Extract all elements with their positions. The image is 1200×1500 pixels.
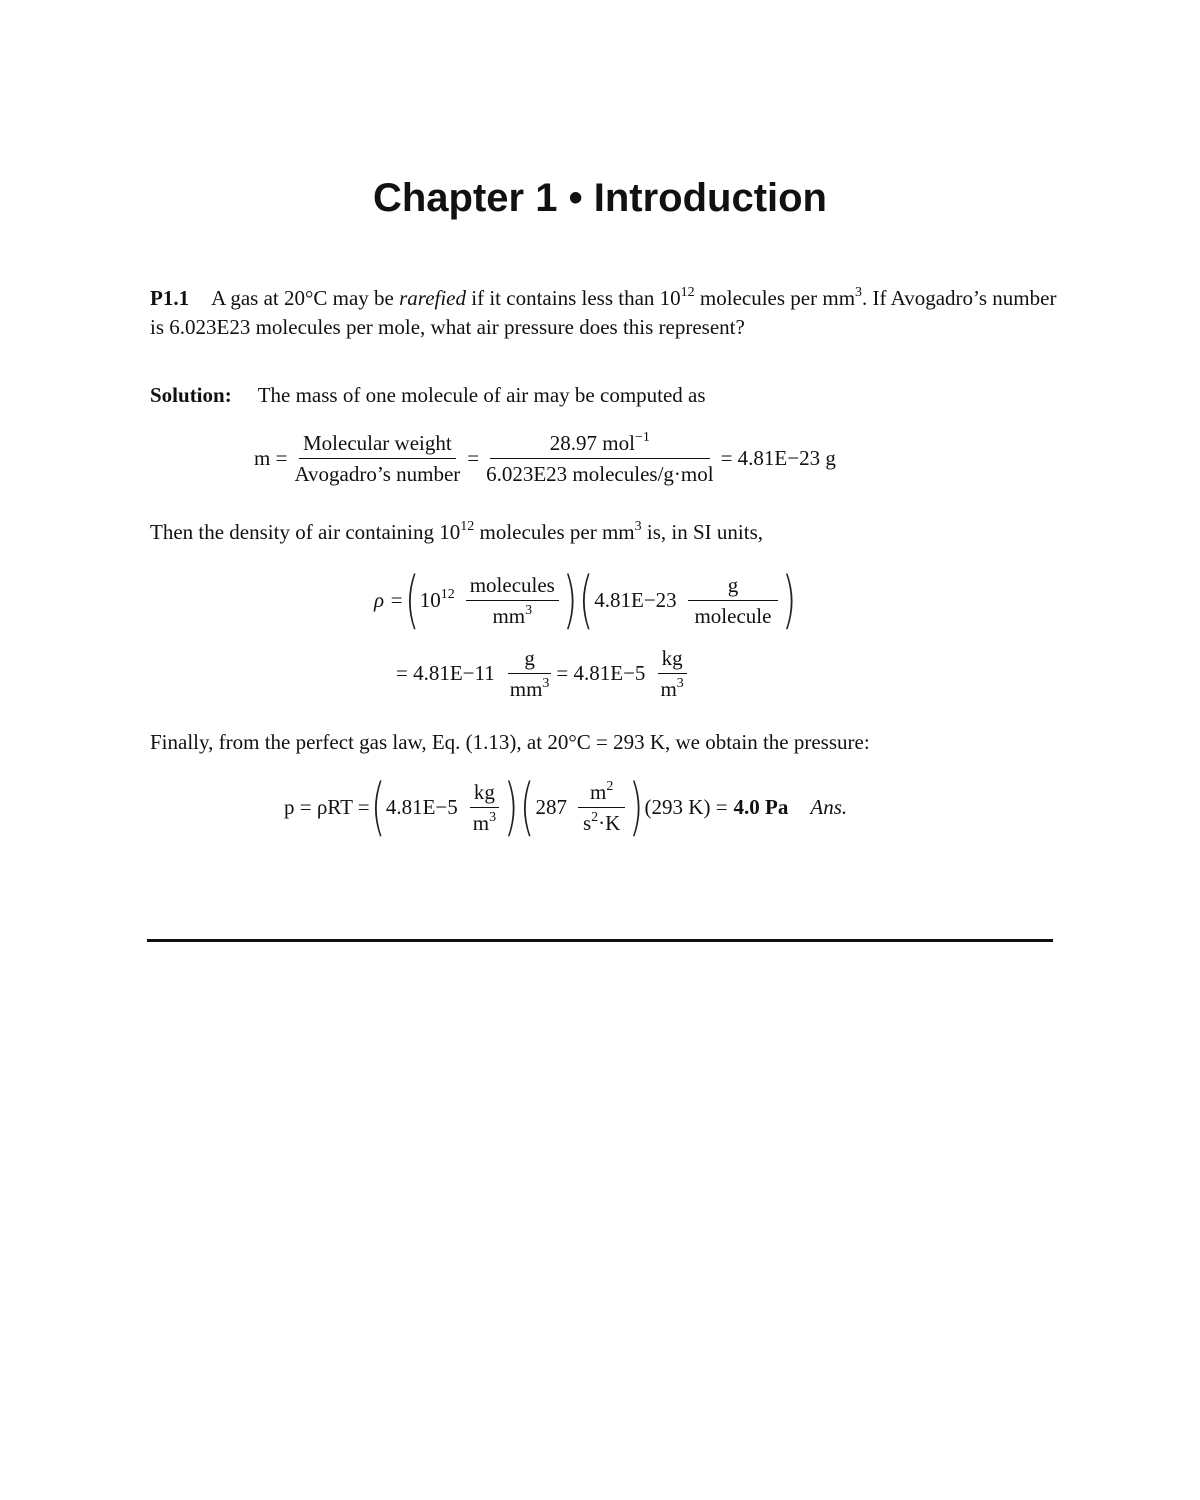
density-text-c: is, in SI units, <box>641 520 763 544</box>
eq4-value1: 4.81E−5 <box>385 794 458 819</box>
eq3-frac2-den-wrap <box>656 674 687 702</box>
eq4-frac1-den-exp: 3 <box>489 809 497 825</box>
left-paren-icon: ( <box>404 563 419 636</box>
solution-intro <box>150 381 1060 410</box>
equation-mass <box>254 430 836 487</box>
density-exp-12: 12 <box>460 519 475 534</box>
equation-pressure <box>284 770 848 843</box>
density-text-a: Then the density of air containing 10 <box>150 520 461 544</box>
equation-density-1 <box>374 563 797 636</box>
chapter-title: Chapter 1 • Introduction <box>372 176 827 220</box>
left-paren-icon: ( <box>578 563 594 636</box>
right-paren-icon: ) <box>782 563 797 636</box>
eq4-fraction-1 <box>469 779 500 836</box>
problem-label: P1.1 <box>150 286 190 310</box>
eq2-base-exp: 12 <box>440 586 455 602</box>
eq4-ans-label: Ans. <box>810 794 848 819</box>
density-statement <box>150 518 1060 547</box>
horizontal-rule <box>147 939 1053 942</box>
eq2-base: 10 <box>419 587 441 612</box>
eq1-lhs: m = <box>254 446 288 470</box>
eq1-frac2-den: 6.023E23 molecules/g·mol <box>486 462 714 486</box>
eq1-frac2-num: 28.97 mol <box>549 431 635 455</box>
problem-text-c: molecules per mm <box>694 286 856 310</box>
eq1-eq-sign: = <box>467 446 480 470</box>
eq2-fraction-2 <box>688 572 779 629</box>
left-paren-icon: ( <box>370 770 385 843</box>
eq4-lhs: p = ρRT = <box>284 794 370 819</box>
eq2-frac1-den-wrap <box>488 601 536 629</box>
eq1-frac2-num-exp: −1 <box>634 430 650 445</box>
eq2-frac1-den: mm <box>492 603 526 628</box>
eq4-frac1-den: m <box>472 810 490 835</box>
eq1-fraction-1 <box>290 430 464 487</box>
problem-text-b: if it contains less than 10 <box>466 286 681 310</box>
eq4-fraction-2 <box>578 779 625 836</box>
right-paren-icon: ) <box>629 770 644 843</box>
eq3-fraction-1 <box>506 645 554 702</box>
eq2-lhs: ρ = <box>374 587 404 612</box>
eq4-frac2-num-exp: 2 <box>606 778 614 794</box>
eq4-frac2-den-exp: 2 <box>591 809 599 825</box>
problem-text-d: . If Avogadro’s number is 6.023E23 molecules per mole, what air pressure does this represent? <box>150 286 1057 339</box>
problem-statement <box>150 284 1060 342</box>
problem-text-a: A gas at 20°C may be <box>211 286 400 310</box>
left-paren-icon: ( <box>520 770 535 843</box>
eq4-answer: 4.0 Pa <box>733 794 789 819</box>
eq2-frac2-num: g <box>688 572 779 601</box>
eq1-result: = 4.81E−23 g <box>720 446 836 470</box>
eq2-value: 4.81E−23 <box>594 587 677 612</box>
eq4-temp: (293 K) = <box>644 794 728 819</box>
eq2-frac2-den: molecule <box>694 603 772 628</box>
density-exp-3: 3 <box>634 519 642 534</box>
right-paren-icon: ) <box>503 770 519 843</box>
density-text-b: molecules per mm <box>474 520 635 544</box>
equation-density-2 <box>396 645 691 702</box>
eq2-base-wrap <box>420 588 455 613</box>
eq1-frac1-num: Molecular weight <box>299 430 456 459</box>
eq3-prefix: = 4.81E−11 <box>396 661 495 685</box>
problem-exp-12: 12 <box>680 285 695 300</box>
eq4-frac1-den-wrap <box>469 808 500 836</box>
eq4-frac1-num: kg <box>470 779 499 808</box>
eq3-frac1-den-exp: 3 <box>542 676 550 691</box>
eq4-frac2-den-wrap <box>579 808 624 836</box>
solution-label: Solution: <box>150 383 232 407</box>
eq1-frac1-den: Avogadro’s number <box>294 462 461 486</box>
eq1-fraction-2 <box>482 430 717 487</box>
eq4-frac2-num-wrap <box>578 779 625 808</box>
final-statement: Finally, from the perfect gas law, Eq. (1.13), at 20°C = 293 K, we obtain the pressure: <box>150 730 870 754</box>
eq3-frac2-num: kg <box>658 645 687 674</box>
eq2-frac1-den-exp: 3 <box>525 602 533 618</box>
eq3-frac1-den-wrap <box>506 674 554 702</box>
eq3-fraction-2 <box>656 645 687 702</box>
eq3-frac1-den: mm <box>509 677 543 701</box>
eq2-fraction-1 <box>466 572 559 629</box>
right-paren-icon: ) <box>562 563 578 636</box>
eq3-frac2-den-exp: 3 <box>676 676 684 691</box>
eq3-frac1-num: g <box>508 645 551 674</box>
eq3-mid: = 4.81E−5 <box>556 661 646 685</box>
eq2-frac1-num: molecules <box>466 572 559 601</box>
eq4-value2: 287 <box>535 794 567 819</box>
eq4-frac2-num: m <box>590 779 607 804</box>
eq3-frac2-den: m <box>660 677 677 701</box>
eq4-frac2-den-a: s <box>582 810 592 835</box>
problem-text-em: rarefied <box>399 286 467 310</box>
eq1-frac2-num-wrap <box>490 430 710 459</box>
problem-exp-3: 3 <box>855 285 863 300</box>
solution-intro-text: The mass of one molecule of air may be computed as <box>257 383 706 407</box>
eq4-frac2-den-b: ·K <box>598 810 621 835</box>
